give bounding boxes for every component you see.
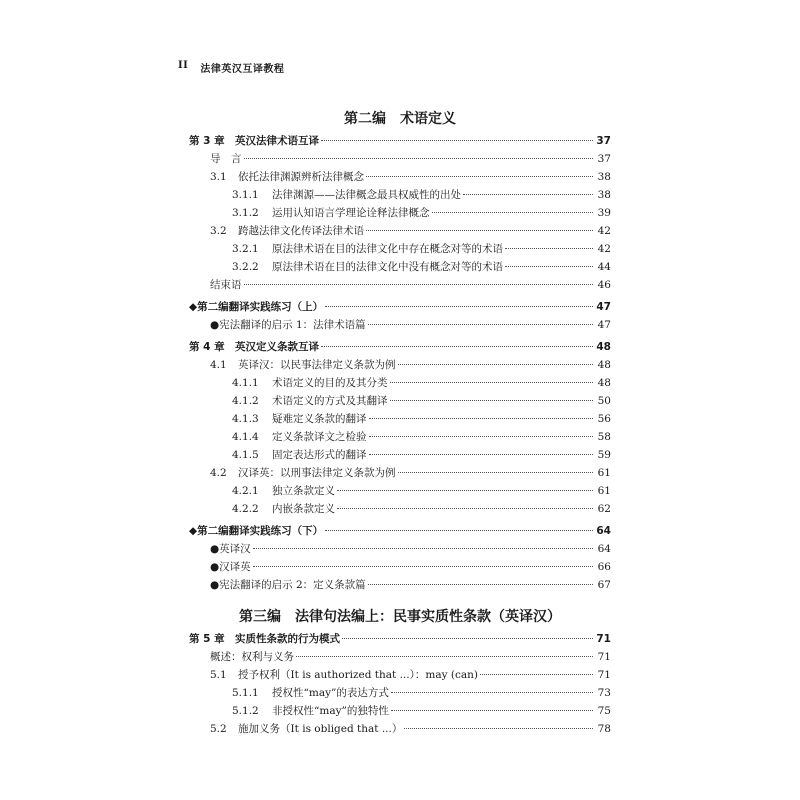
- toc-entry-number: 3.2: [210, 225, 227, 237]
- toc-entry-l2[interactable]: [232, 206, 611, 220]
- dot-leader: [368, 584, 593, 585]
- toc-entry-l1[interactable]: [210, 650, 611, 664]
- dot-leader: [321, 140, 593, 141]
- toc-entry-number: 4.2: [210, 467, 227, 479]
- toc-entry-number: 第 5 章: [189, 633, 225, 645]
- toc-entry-number: 4.1.3: [232, 413, 259, 425]
- toc-entry-number: 5.2: [210, 723, 227, 735]
- toc-entry-l2[interactable]: [232, 430, 611, 444]
- toc-entry-number: 4.1: [210, 359, 227, 371]
- toc-entry-number: 3.1.1: [232, 189, 259, 201]
- toc-entry-title: 固定表达形式的翻译: [272, 449, 367, 461]
- dot-leader: [369, 436, 594, 437]
- dot-leader: [432, 212, 594, 213]
- dot-leader: [325, 530, 593, 531]
- toc-entry-number: 4.1.2: [232, 395, 259, 407]
- part-title: 第二编 术语定义: [344, 111, 456, 127]
- toc-entry-title: 授予权利（It is authorized that ...）：may (can): [238, 669, 478, 681]
- toc-entry-l1[interactable]: [210, 668, 611, 682]
- toc-entry-page: 71: [596, 633, 611, 645]
- dot-leader: [253, 566, 593, 567]
- toc-entry-title: ●英译汉: [210, 543, 251, 555]
- toc-entry-page: 48: [596, 341, 611, 353]
- dot-leader: [368, 324, 593, 325]
- dot-leader: [505, 248, 593, 249]
- dot-leader: [398, 364, 594, 365]
- toc-entry-page: 64: [597, 543, 611, 555]
- toc-entry-practice[interactable]: [189, 300, 611, 314]
- toc-entry-title: 术语定义的方式及其翻译: [272, 395, 388, 407]
- toc-entry-page: 61: [597, 485, 611, 497]
- toc-entry-page: 38: [597, 189, 611, 201]
- toc-entry-title: 术语定义的目的及其分类: [272, 377, 388, 389]
- toc-entry-page: 42: [597, 225, 611, 237]
- toc-entry-number: 4.1.5: [232, 449, 259, 461]
- toc-entry-title: 疑难定义条款的翻译: [272, 413, 367, 425]
- dot-leader: [398, 472, 594, 473]
- toc-entry-page: 56: [597, 413, 611, 425]
- toc-entry-title: 英译汉：以民事法律定义条款为例: [238, 359, 396, 371]
- toc-entry-title: 原法律术语在目的法律文化中没有概念对等的术语: [272, 261, 503, 273]
- toc-entry-title: 定义条款译文之检验: [272, 431, 367, 443]
- toc-entry-chapter[interactable]: [189, 632, 611, 646]
- toc-entry-page: 44: [597, 261, 611, 273]
- toc-entry-page: 73: [597, 687, 611, 699]
- toc-entry-title: 导 言: [210, 153, 242, 165]
- toc-entry-page: 75: [597, 705, 611, 717]
- toc-entry-title: ●汉译英: [210, 561, 251, 573]
- toc-entry-page: 71: [597, 651, 611, 663]
- toc-entry-title: 汉译英：以刑事法律定义条款为例: [238, 467, 396, 479]
- dot-leader: [337, 508, 593, 509]
- toc-entry-page: 47: [596, 301, 611, 313]
- toc-entry-title: 施加义务（It is obliged that ...）: [238, 723, 403, 735]
- toc-entry-bullet[interactable]: [210, 578, 611, 592]
- toc-entry-l2[interactable]: [232, 394, 611, 408]
- dot-leader: [391, 710, 593, 711]
- toc-entry-number: 3.1.2: [232, 207, 259, 219]
- toc-entry-page: 47: [597, 319, 611, 331]
- toc-entry-page: 62: [597, 503, 611, 515]
- dot-leader: [342, 638, 593, 639]
- toc-entry-bullet[interactable]: [210, 542, 611, 556]
- toc-entry-l2[interactable]: [232, 704, 611, 718]
- dot-leader: [369, 454, 594, 455]
- toc-entry-page: 67: [597, 579, 611, 591]
- dot-leader: [244, 284, 594, 285]
- toc-entry-l2[interactable]: [232, 376, 611, 390]
- toc-entry-l2[interactable]: [232, 188, 611, 202]
- toc-entry-page: 61: [597, 467, 611, 479]
- toc-entry-title: ◆第二编翻译实践练习（下）: [189, 525, 324, 537]
- toc-entry-l1[interactable]: [210, 278, 611, 292]
- dot-leader: [369, 418, 594, 419]
- toc-entry-page: 38: [597, 171, 611, 183]
- toc-entry-l2[interactable]: [232, 412, 611, 426]
- dot-leader: [480, 674, 593, 675]
- toc-entry-page: 37: [597, 153, 611, 165]
- dot-leader: [463, 194, 593, 195]
- toc-entry-number: 3.2.1: [232, 243, 259, 255]
- toc-entry-l1[interactable]: [210, 466, 611, 480]
- toc-entry-page: 64: [596, 525, 611, 537]
- toc-entry-l1[interactable]: [210, 722, 611, 736]
- toc-entry-number: 4.2.1: [232, 485, 259, 497]
- toc-entry-number: 3.2.2: [232, 261, 259, 273]
- toc-entry-number: 3.1: [210, 171, 227, 183]
- toc-entry-bullet[interactable]: [210, 560, 611, 574]
- toc-entry-title: 内嵌条款定义: [272, 503, 335, 515]
- toc-entry-page: 48: [597, 377, 611, 389]
- dot-leader: [390, 400, 594, 401]
- dot-leader: [404, 728, 593, 729]
- toc-entry-l1[interactable]: [210, 170, 611, 184]
- dot-leader: [321, 346, 593, 347]
- toc-entry-page: 37: [596, 135, 611, 147]
- dot-leader: [296, 656, 593, 657]
- toc-entry-number: 5.1.2: [232, 705, 259, 717]
- toc-entry-page: 46: [597, 279, 611, 291]
- dot-leader: [325, 306, 593, 307]
- toc-entry-l2[interactable]: [232, 242, 611, 256]
- toc-entry-l2[interactable]: [232, 448, 611, 462]
- toc-entry-number: 第 3 章: [189, 135, 225, 147]
- part-title: 第三编 法律句法编上：民事实质性条款（英译汉）: [239, 609, 561, 625]
- toc-entry-page: 50: [597, 395, 611, 407]
- toc-entry-number: 第 4 章: [189, 341, 225, 353]
- toc-entry-title: 运用认知语言学理论诠释法律概念: [272, 207, 430, 219]
- toc-entry-page: 39: [597, 207, 611, 219]
- toc-entry-title: 非授权性“may”的独特性: [272, 705, 389, 717]
- dot-leader: [253, 548, 593, 549]
- toc-entry-title: 法律渊源——法律概念最具权威性的出处: [272, 189, 461, 201]
- toc-entry-page: 78: [597, 723, 611, 735]
- toc-entry-title: 概述：权利与义务: [210, 651, 294, 663]
- toc-entry-page: 48: [597, 359, 611, 371]
- toc-entry-l2[interactable]: [232, 686, 611, 700]
- page-number-roman: II: [178, 60, 189, 71]
- dot-leader: [391, 692, 593, 693]
- toc-entry-chapter[interactable]: [189, 134, 611, 148]
- toc-entry-practice[interactable]: [189, 524, 611, 538]
- toc-entry-l2[interactable]: [232, 502, 611, 516]
- toc-entry-chapter[interactable]: [189, 340, 611, 354]
- dot-leader: [505, 266, 593, 267]
- toc-entry-number: 4.1.1: [232, 377, 259, 389]
- dot-leader: [366, 176, 593, 177]
- toc-entry-page: 66: [597, 561, 611, 573]
- toc-entry-page: 42: [597, 243, 611, 255]
- toc-entry-title: 独立条款定义: [272, 485, 335, 497]
- toc-entry-page: 58: [597, 431, 611, 443]
- toc-entry-l1[interactable]: [210, 358, 611, 372]
- toc-entry-title: ●宪法翻译的启示 2：定义条款篇: [210, 579, 366, 591]
- toc-entry-bullet[interactable]: [210, 318, 611, 332]
- toc-entry-number: 4.2.2: [232, 503, 259, 515]
- dot-leader: [390, 382, 594, 383]
- dot-leader: [244, 158, 594, 159]
- toc-entry-l2[interactable]: [232, 260, 611, 274]
- toc-entry-number: 5.1: [210, 669, 227, 681]
- toc-entry-title: ●宪法翻译的启示 1：法律术语篇: [210, 319, 366, 331]
- toc-entry-page: 59: [597, 449, 611, 461]
- toc-entry-l1[interactable]: [210, 224, 611, 238]
- toc-entry-title: 结束语: [210, 279, 242, 291]
- dot-leader: [337, 490, 593, 491]
- toc-entry-title: ◆第二编翻译实践练习（上）: [189, 301, 324, 313]
- toc-entry-title: 授权性“may”的表达方式: [272, 687, 389, 699]
- toc-entry-number: 4.1.4: [232, 431, 259, 443]
- toc-entry-number: 5.1.1: [232, 687, 259, 699]
- book-title: 法律英汉互译教程: [200, 64, 285, 75]
- toc-entry-page: 71: [597, 669, 611, 681]
- toc-entry-title: 跨越法律文化传译法律术语: [238, 225, 364, 237]
- toc-entry-title: 依托法律渊源辨析法律概念: [238, 171, 364, 183]
- toc-entry-l2[interactable]: [232, 484, 611, 498]
- toc-entry-title: 英汉法律术语互译: [235, 135, 319, 147]
- dot-leader: [366, 230, 593, 231]
- toc-entry-title: 英汉定义条款互译: [235, 341, 319, 353]
- toc-entry-title: 实质性条款的行为模式: [235, 633, 340, 645]
- toc-entry-title: 原法律术语在目的法律文化中存在概念对等的术语: [272, 243, 503, 255]
- toc-entry-l1[interactable]: [210, 152, 611, 166]
